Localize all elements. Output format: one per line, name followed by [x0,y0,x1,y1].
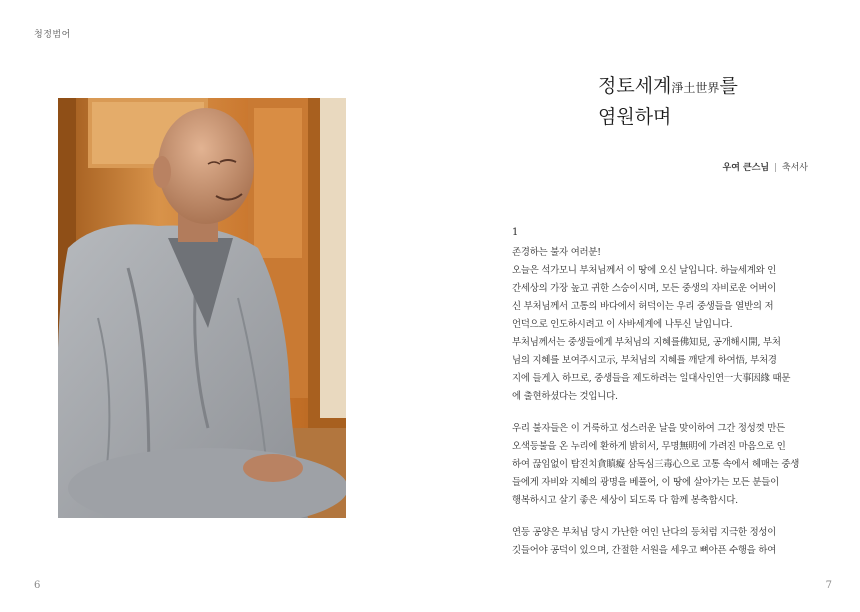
body-line: 님의 지혜를 보여주시고示, 부처님의 지혜를 깨닫게 하여悟, 부처경 [512,355,777,366]
body-line: 우리 불자들은 이 거룩하고 성스러운 날을 맞이하여 그간 정성껏 만든 [512,423,785,434]
monk-portrait-photo [58,98,346,518]
section-number: 1 [512,227,519,238]
title-main: 정토세계 [598,75,672,97]
body-line: 오색등불을 온 누리에 환하게 밝히서, 무명無明에 가려진 마음으로 인 [512,441,786,452]
paragraph-gap [512,510,810,524]
running-header: 청정범어 [34,30,71,40]
author-role: 축서사 [781,163,808,173]
body-line: 에 출현하셨다는 것입니다. [512,391,618,402]
author-byline [723,160,809,173]
title-line-1 [598,72,838,103]
title-particle: 를 [719,75,738,97]
body-line: 행복하시고 살기 좋은 세상이 되도록 다 함께 봉축합시다. [512,495,738,506]
body-line: 연등 공양은 부처님 당시 가난한 여인 난다의 등처럼 지극한 정성이 [512,527,777,538]
body-line: 하여 끊임없이 탐진치貪瞋癡 삼독심三毒心으로 고통 속에서 헤매는 중생 [512,459,800,470]
title-line-2: 염원하며 [598,106,672,128]
body-line: 깃들어야 공덕이 있으며, 간절한 서원을 세우고 뼈아픈 수행을 하여 [512,545,777,556]
article-body [512,224,810,560]
body-line: 오늘은 석가모니 부처님께서 이 땅에 오신 날입니다. 하늘세계와 인 [512,265,777,276]
author-name: 우여 큰스님 [722,163,770,173]
byline-separator: | [773,163,778,173]
body-line: 지에 들게入 하므로, 중생들을 제도하려는 일대사인연一大事因緣 때문 [512,373,791,384]
body-line: 간세상의 가장 높고 귀한 스승이시며, 모든 중생의 자비로운 어버이 [512,283,777,294]
title-hanja: 淨土世界 [671,81,720,95]
page-number-left: 6 [34,580,41,591]
page-number-right: 7 [825,580,832,591]
body-line: 부처님께서는 중생들에게 부처님의 지혜를佛知見, 공개해시開, 부처 [512,337,781,348]
body-line: 신 부처님께서 고통의 바다에서 허덕이는 우리 중생들을 열반의 저 [512,301,774,312]
body-line: 들에게 자비와 지혜의 광명을 베풀어, 이 땅에 살아가는 모든 분들이 [512,477,779,488]
body-line: 존경하는 불자 여러분! [512,247,601,258]
article-title [598,72,838,132]
paragraph-gap [512,406,810,420]
body-line: 언덕으로 인도하시려고 이 사바세계에 나투신 날입니다. [512,319,733,330]
